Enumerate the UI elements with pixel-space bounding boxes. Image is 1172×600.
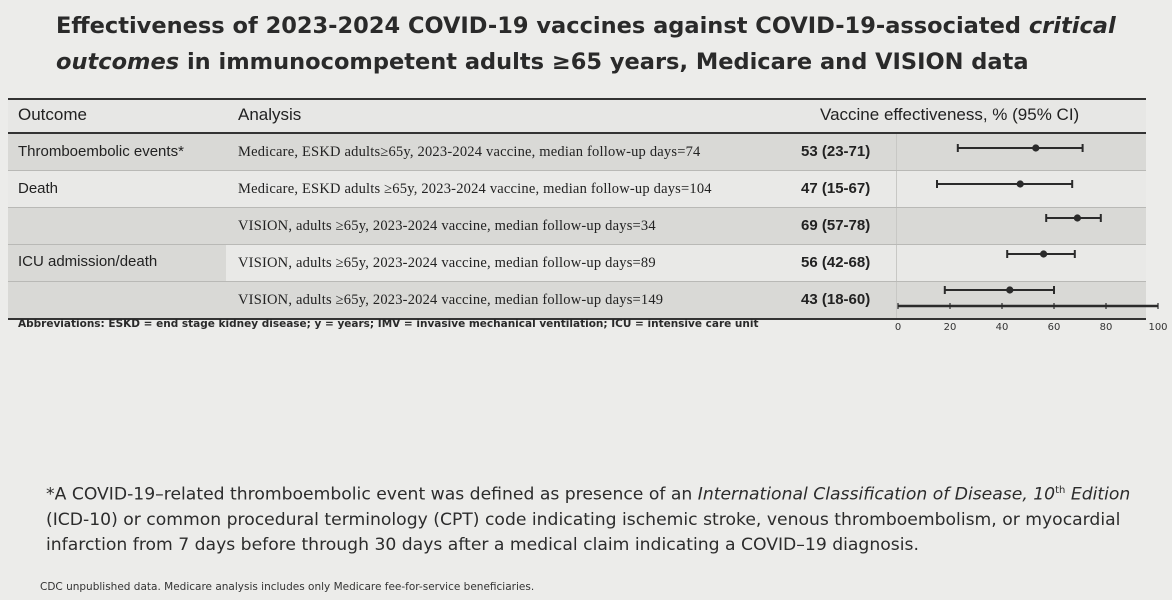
row-analysis: VISION, adults ≥65y, 2023-2024 vaccine, median follow-up days=89 [238, 255, 656, 271]
footnote [46, 478, 1156, 558]
abbreviations-note: Abbreviations: ESKD = end stage kidney disease; y = years; IMV = invasive mechanical ventilation; ICU = intensive care unit [18, 318, 759, 330]
footnote-text1: *A COVID-19–related thromboembolic event was defined as presence of an [46, 484, 698, 505]
header-analysis: Analysis [238, 105, 302, 124]
footnote-italic2: Edition [1070, 484, 1131, 505]
title-part1: Effectiveness of 2023-2024 COVID-19 vaccines against COVID-19-associated [56, 13, 1029, 39]
footnote-italic1: International Classification of Disease, 10 [697, 484, 1056, 505]
row-analysis: VISION, adults ≥65y, 2023-2024 vaccine, median follow-up days=149 [238, 292, 664, 308]
row-analysis: Medicare, ESKD adults ≥65y, 2023-2024 vaccine, median follow-up days=104 [238, 181, 712, 197]
row-ve: 56 (42-68) [801, 254, 871, 271]
header-outcome: Outcome [18, 105, 87, 124]
footnote-text2: (ICD-10) or common procedural terminology (CPT) code indicating ischemic stroke, venous thromboembolism, or myocardial infarction from 7 days before through 30 days after a medical claim indicating a COVID–19 diagnosis. [46, 509, 1121, 555]
title-part2: in immunocompetent adults ≥65 years, Medicare and VISION data [179, 49, 1029, 75]
point-estimate [1017, 180, 1024, 187]
title-italic: critical outcomes [56, 13, 1116, 75]
row-outcome-icu: ICU admission/death [18, 253, 158, 270]
point-estimate [1074, 214, 1081, 221]
row-analysis: VISION, adults ≥65y, 2023-2024 vaccine, median follow-up days=34 [238, 218, 656, 234]
point-estimate [1006, 286, 1013, 293]
row-analysis: Medicare, ESKD adults≥65y, 2023-2024 vaccine, median follow-up days=74 [238, 144, 701, 160]
x-tick-label: 20 [943, 322, 957, 333]
row-ve: 53 (23-71) [801, 143, 871, 160]
footnote-sup: th [1055, 485, 1066, 496]
point-estimate [1040, 250, 1047, 257]
row-ve: 43 (18-60) [801, 291, 871, 308]
x-tick-label: 100 [1148, 322, 1168, 333]
row-outcome: Thromboembolic events* [18, 143, 184, 160]
source-note: CDC unpublished data. Medicare analysis includes only Medicare fee-for-service beneficiaries. [40, 581, 535, 593]
row-ve: 47 (15-67) [801, 180, 871, 197]
point-estimate [1032, 144, 1039, 151]
x-tick-label: 60 [1047, 322, 1061, 333]
header-ve: Vaccine effectiveness, % (95% CI) [820, 105, 1080, 124]
x-tick-label: 40 [995, 322, 1009, 333]
row-ve: 69 (57-78) [801, 217, 871, 234]
row-outcome: Death [18, 180, 59, 197]
x-tick-label: 80 [1099, 322, 1113, 333]
x-tick-label: 0 [894, 322, 902, 333]
